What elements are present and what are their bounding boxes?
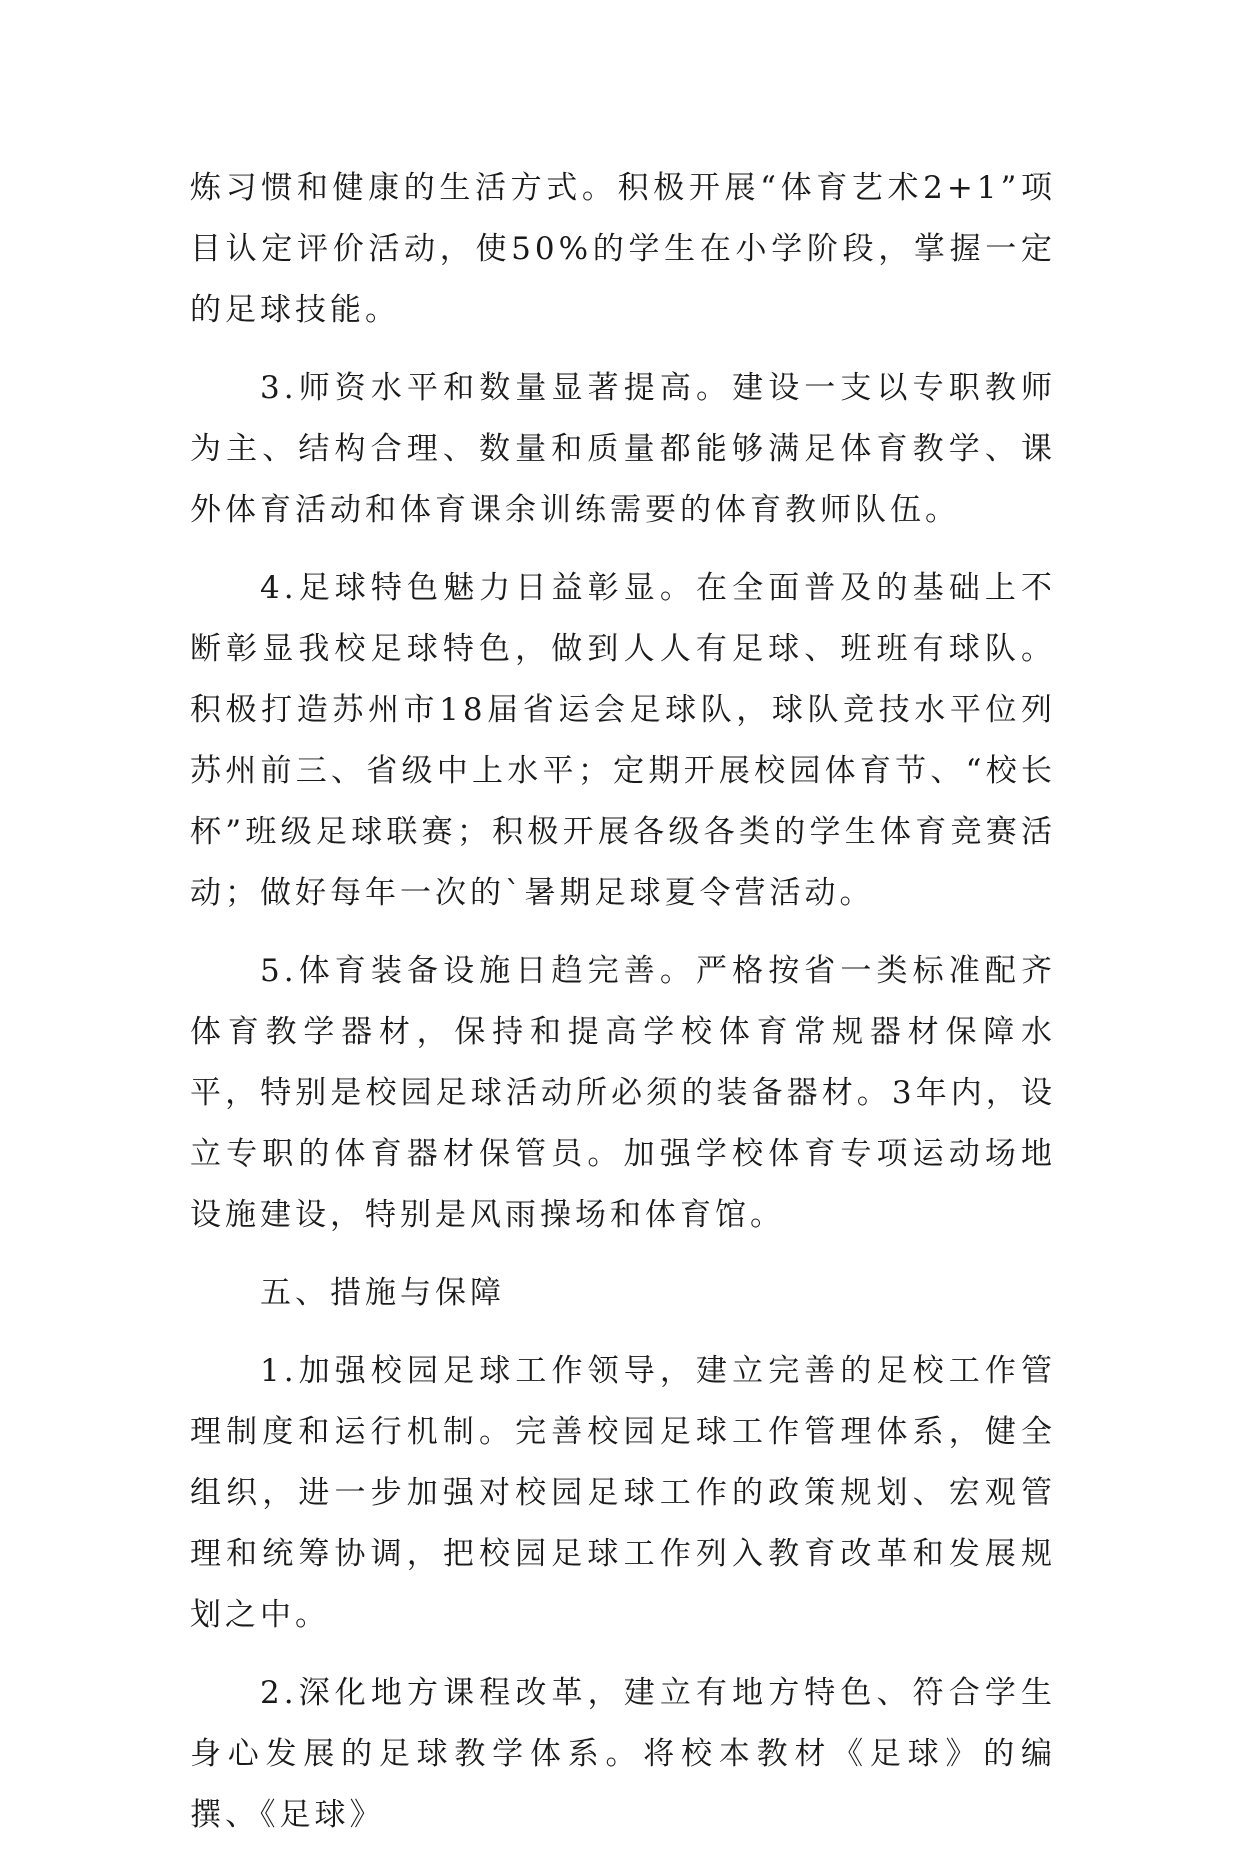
paragraph-measure-1: 1.加强校园足球工作领导，建立完善的足校工作管理制度和运行机制。完善校园足球工作管理体系，健全组织，进一步加强对校园足球工作的政策规划、宏观管理和统筹协调，把校园足球工作列入教育改革和发展规划之中。: [190, 1353, 1056, 1633]
paragraph-item-3: 3.师资水平和数量显著提高。建设一支以专职教师为主、结构合理、数量和质量都能够满足体育教学、课外体育活动和体育课余训练需要的体育教师队伍。: [190, 370, 1056, 528]
paragraph-measure-2: 2.深化地方课程改革，建立有地方特色、符合学生身心发展的足球教学体系。将校本教材《足球》的编撰、《足球》: [190, 1675, 1056, 1833]
paragraph-item-5: 5.体育装备设施日趋完善。严格按省一类标准配齐体育教学器材，保持和提高学校体育常规器材保障水平，特别是校园足球活动所必须的装备器材。3年内，设立专职的体育器材保管员。加强学校体育专项运动场地设施建设，特别是风雨操场和体育馆。: [190, 953, 1056, 1233]
paragraph-item-4: 4.足球特色魅力日益彰显。在全面普及的基础上不断彰显我校足球特色，做到人人有足球、班班有球队。积极打造苏州市18届省运会足球队，球队竞技水平位列苏州前三、省级中上水平；定期开展校园体育节、“校长杯”班级足球联赛；积极开展各级各类的学生体育竞赛活动；做好每年一次的`暑期足球夏令营活动。: [190, 570, 1056, 911]
section-heading-measures: 五、措施与保障: [260, 1275, 505, 1311]
document-page: [190, 158, 1056, 1863]
paragraph-continuation: 炼习惯和健康的生活方式。积极开展“体育艺术2+1”项目认定评价活动，使50%的学生在小学阶段，掌握一定的足球技能。: [190, 170, 1056, 328]
